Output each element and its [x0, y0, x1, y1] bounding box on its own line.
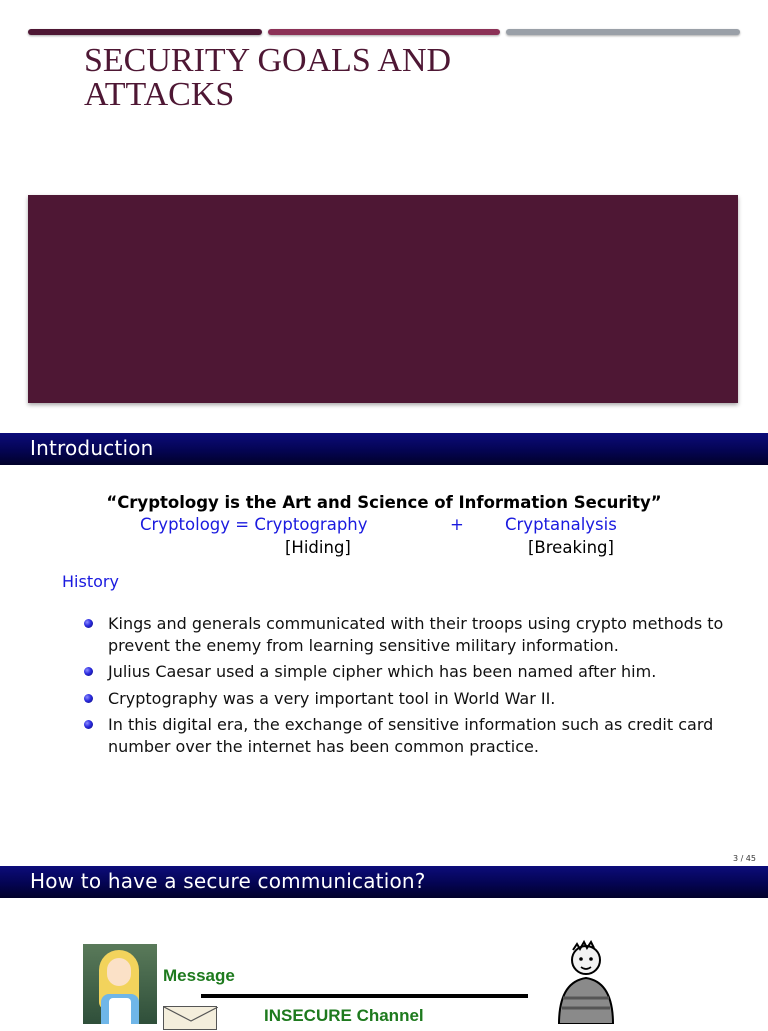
- secure-communication-slide: [0, 866, 768, 1024]
- equation-lhs: Cryptology = Cryptography: [140, 515, 368, 534]
- envelope-icon: [163, 1006, 217, 1030]
- equation-breaking: [Breaking]: [528, 538, 614, 557]
- list-item: [84, 613, 724, 656]
- frame-title: How to have a secure communication?: [30, 869, 426, 893]
- introduction-slide: [0, 433, 768, 865]
- list-item: [84, 688, 724, 710]
- frame-title: Introduction: [30, 436, 154, 460]
- frame-title-bar: [0, 433, 768, 465]
- bullet-icon: [84, 619, 93, 628]
- decor-bar-medium: [268, 29, 500, 35]
- equation-hiding: [Hiding]: [285, 538, 351, 557]
- list-item-text: Kings and generals communicated with their troops using crypto methods to prevent the enemy from learning sensitive military information.: [108, 614, 724, 655]
- list-item: [84, 714, 724, 757]
- equation-rhs: Cryptanalysis: [505, 515, 617, 534]
- list-item-text: Cryptography was a very important tool in World War II.: [108, 688, 556, 708]
- equation-plus: +: [450, 515, 464, 534]
- alice-illustration: [83, 944, 157, 1024]
- content-placeholder-box: [28, 195, 738, 403]
- list-item: [84, 661, 724, 683]
- quote: “Cryptology is the Art and Science of Information Security”: [106, 493, 662, 512]
- slide-title: [84, 44, 604, 112]
- history-heading: History: [62, 572, 119, 591]
- frame-title-bar: [0, 866, 768, 898]
- slide-title-line2: ATTACKS: [84, 76, 235, 113]
- bullet-icon: [84, 694, 93, 703]
- title-slide: [0, 0, 768, 418]
- page-number: 3 / 45: [732, 854, 756, 863]
- slide-title-line1: SECURITY GOALS AND: [84, 42, 452, 79]
- channel-line: [201, 994, 528, 998]
- bob-illustration: [553, 938, 619, 1024]
- message-label: Message: [163, 966, 235, 985]
- bullet-icon: [84, 667, 93, 676]
- decor-bar-dark: [28, 29, 262, 35]
- history-list: [84, 613, 724, 762]
- list-item-text: Julius Caesar used a simple cipher which has been named after him.: [108, 662, 657, 681]
- decor-bar-gray: [506, 29, 740, 35]
- insecure-channel-label: INSECURE Channel: [264, 1006, 424, 1025]
- bullet-icon: [84, 720, 93, 729]
- list-item-text: In this digital era, the exchange of sensitive information such as credit card number over the internet has been common practice.: [108, 715, 714, 756]
